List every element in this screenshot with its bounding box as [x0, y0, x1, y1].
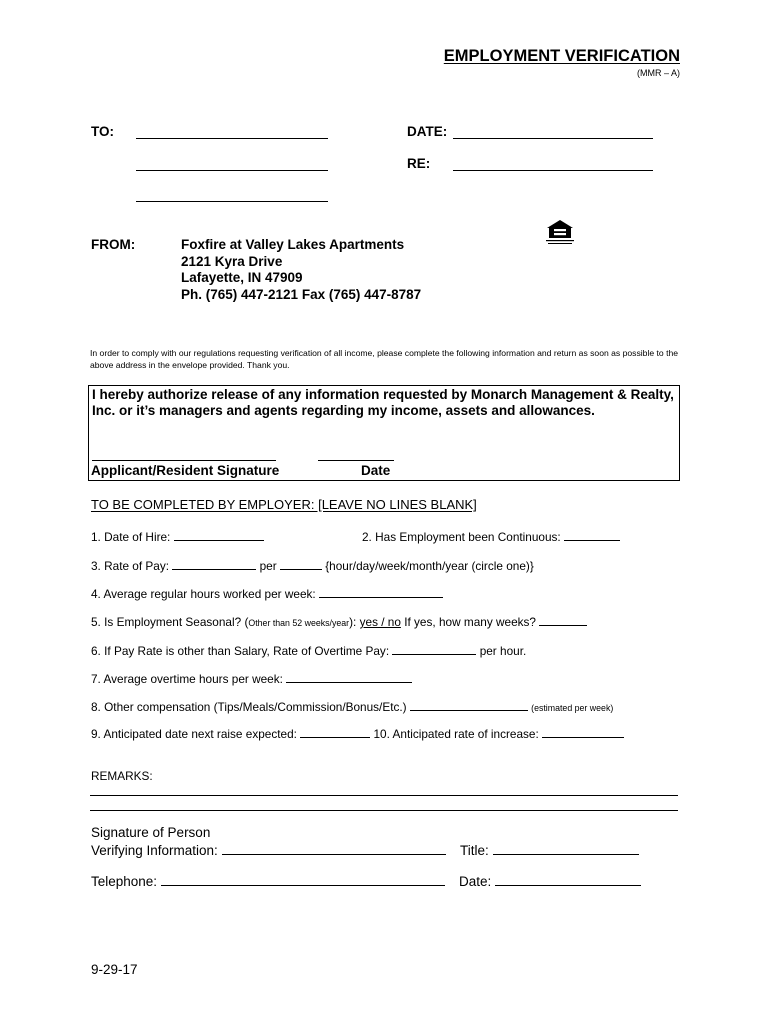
verifier-date-input[interactable] [495, 872, 641, 886]
how-many-weeks-label: If yes, how many weeks? [404, 615, 536, 629]
question-next-raise [91, 726, 624, 741]
regular-hours-input[interactable] [319, 586, 443, 598]
rate-increase-input[interactable] [542, 726, 624, 738]
other-compensation-input[interactable] [410, 699, 528, 711]
form-code: (MMR – A) [636, 68, 680, 78]
question-label: 8. Other compensation (Tips/Meals/Commission/Bonus/Etc.) [91, 700, 407, 714]
to-line-1[interactable] [136, 138, 328, 139]
applicant-date-line[interactable] [318, 460, 394, 461]
telephone-row [91, 872, 445, 889]
authorization-text: I hereby authorize release of any information requested by Monarch Management & Realty, Inc. or it’s managers and agents regarding my income, assets and allowances. [92, 387, 674, 418]
from-label: FROM: [91, 237, 136, 252]
verifier-title-row [460, 841, 639, 858]
seasonal-weeks-input[interactable] [539, 614, 587, 626]
city-state-zip: Lafayette, IN 47909 [181, 270, 303, 285]
form-version-date: 9-29-17 [91, 962, 138, 977]
rate-increase-label: 10. Anticipated rate of increase: [373, 727, 539, 741]
per-label: per [259, 559, 277, 573]
authorization-box [88, 385, 680, 481]
overtime-hours-input[interactable] [286, 671, 412, 683]
applicant-date-label: Date [361, 463, 391, 478]
verifier-signature-input[interactable] [222, 841, 446, 855]
company-name: Foxfire at Valley Lakes Apartments [181, 237, 405, 252]
question-other-compensation [91, 699, 613, 714]
question-date-of-hire [91, 529, 264, 544]
applicant-signature-label: Applicant/Resident Signature [91, 463, 280, 478]
date-label: DATE: [407, 124, 448, 139]
rate-unit-options: {hour/day/week/month/year (circle one)} [325, 559, 534, 573]
re-line[interactable] [453, 170, 653, 171]
street-address: 2121 Kyra Drive [181, 253, 283, 269]
next-raise-date-input[interactable] [300, 726, 370, 738]
date-line[interactable] [453, 138, 653, 139]
question-label: 4. Average regular hours worked per week: [91, 587, 316, 601]
question-overtime-hours [91, 671, 412, 686]
overtime-rate-input[interactable] [392, 643, 476, 655]
question-label: 9. Anticipated date next raise expected: [91, 727, 297, 741]
phone-fax: Ph. (765) 447-2121 Fax (765) 447-8787 [181, 286, 422, 302]
date-of-hire-input[interactable] [174, 529, 264, 541]
question-label: 3. Rate of Pay: [91, 559, 170, 573]
page-title: EMPLOYMENT VERIFICATION [443, 47, 680, 65]
question-label: 6. If Pay Rate is other than Salary, Rate of Overtime Pay: [91, 644, 390, 658]
employer-section-heading: TO BE COMPLETED BY EMPLOYER: [LEAVE NO LINES BLANK] [91, 497, 477, 512]
to-line-2[interactable] [136, 170, 328, 171]
verifying-information-label: Verifying Information: [91, 843, 218, 858]
intro-paragraph: In order to comply with our regulations requesting verification of all income, please complete the following information and return as soon as possible to the above address in the envelope provided. Thank you. [90, 348, 679, 370]
question-label: 2. Has Employment been Continuous: [362, 530, 561, 544]
equal-housing-opportunity-icon [544, 218, 576, 246]
seasonal-note: Other than 52 weeks/year [248, 618, 350, 628]
telephone-input[interactable] [161, 872, 445, 886]
question-rate-of-pay [91, 558, 534, 573]
question-continuous [362, 529, 620, 544]
remarks-line-2[interactable] [90, 810, 678, 811]
question-overtime-rate [91, 643, 526, 658]
remarks-line-1[interactable] [90, 795, 678, 796]
rate-unit-input[interactable] [280, 558, 322, 570]
continuous-input[interactable] [564, 529, 620, 541]
per-hour-label: per hour. [479, 644, 527, 658]
to-line-3[interactable] [136, 201, 328, 202]
verifier-title-input[interactable] [493, 841, 639, 855]
re-label: RE: [407, 156, 431, 171]
applicant-signature-line[interactable] [92, 460, 276, 461]
title-label: Title: [460, 843, 489, 858]
question-label: 5. Is Employment Seasonal? ( [91, 615, 249, 629]
verifier-signature-label: Signature of Person [91, 825, 211, 840]
remarks-label: REMARKS: [91, 769, 153, 783]
rate-of-pay-input[interactable] [172, 558, 256, 570]
question-label-end: ): [349, 615, 357, 629]
verifier-information-row [91, 841, 446, 858]
estimated-per-week-note: (estimated per week) [531, 703, 614, 713]
from-address [181, 237, 421, 303]
date-label-verifier: Date: [459, 874, 492, 889]
question-label: 7. Average overtime hours per week: [91, 672, 283, 686]
question-label: 1. Date of Hire: [91, 530, 171, 544]
verifier-date-row [459, 872, 641, 889]
question-regular-hours [91, 586, 443, 601]
telephone-label: Telephone: [91, 874, 158, 889]
to-label: TO: [91, 124, 114, 139]
question-seasonal [91, 614, 587, 629]
yes-no-option[interactable]: yes / no [359, 615, 401, 629]
